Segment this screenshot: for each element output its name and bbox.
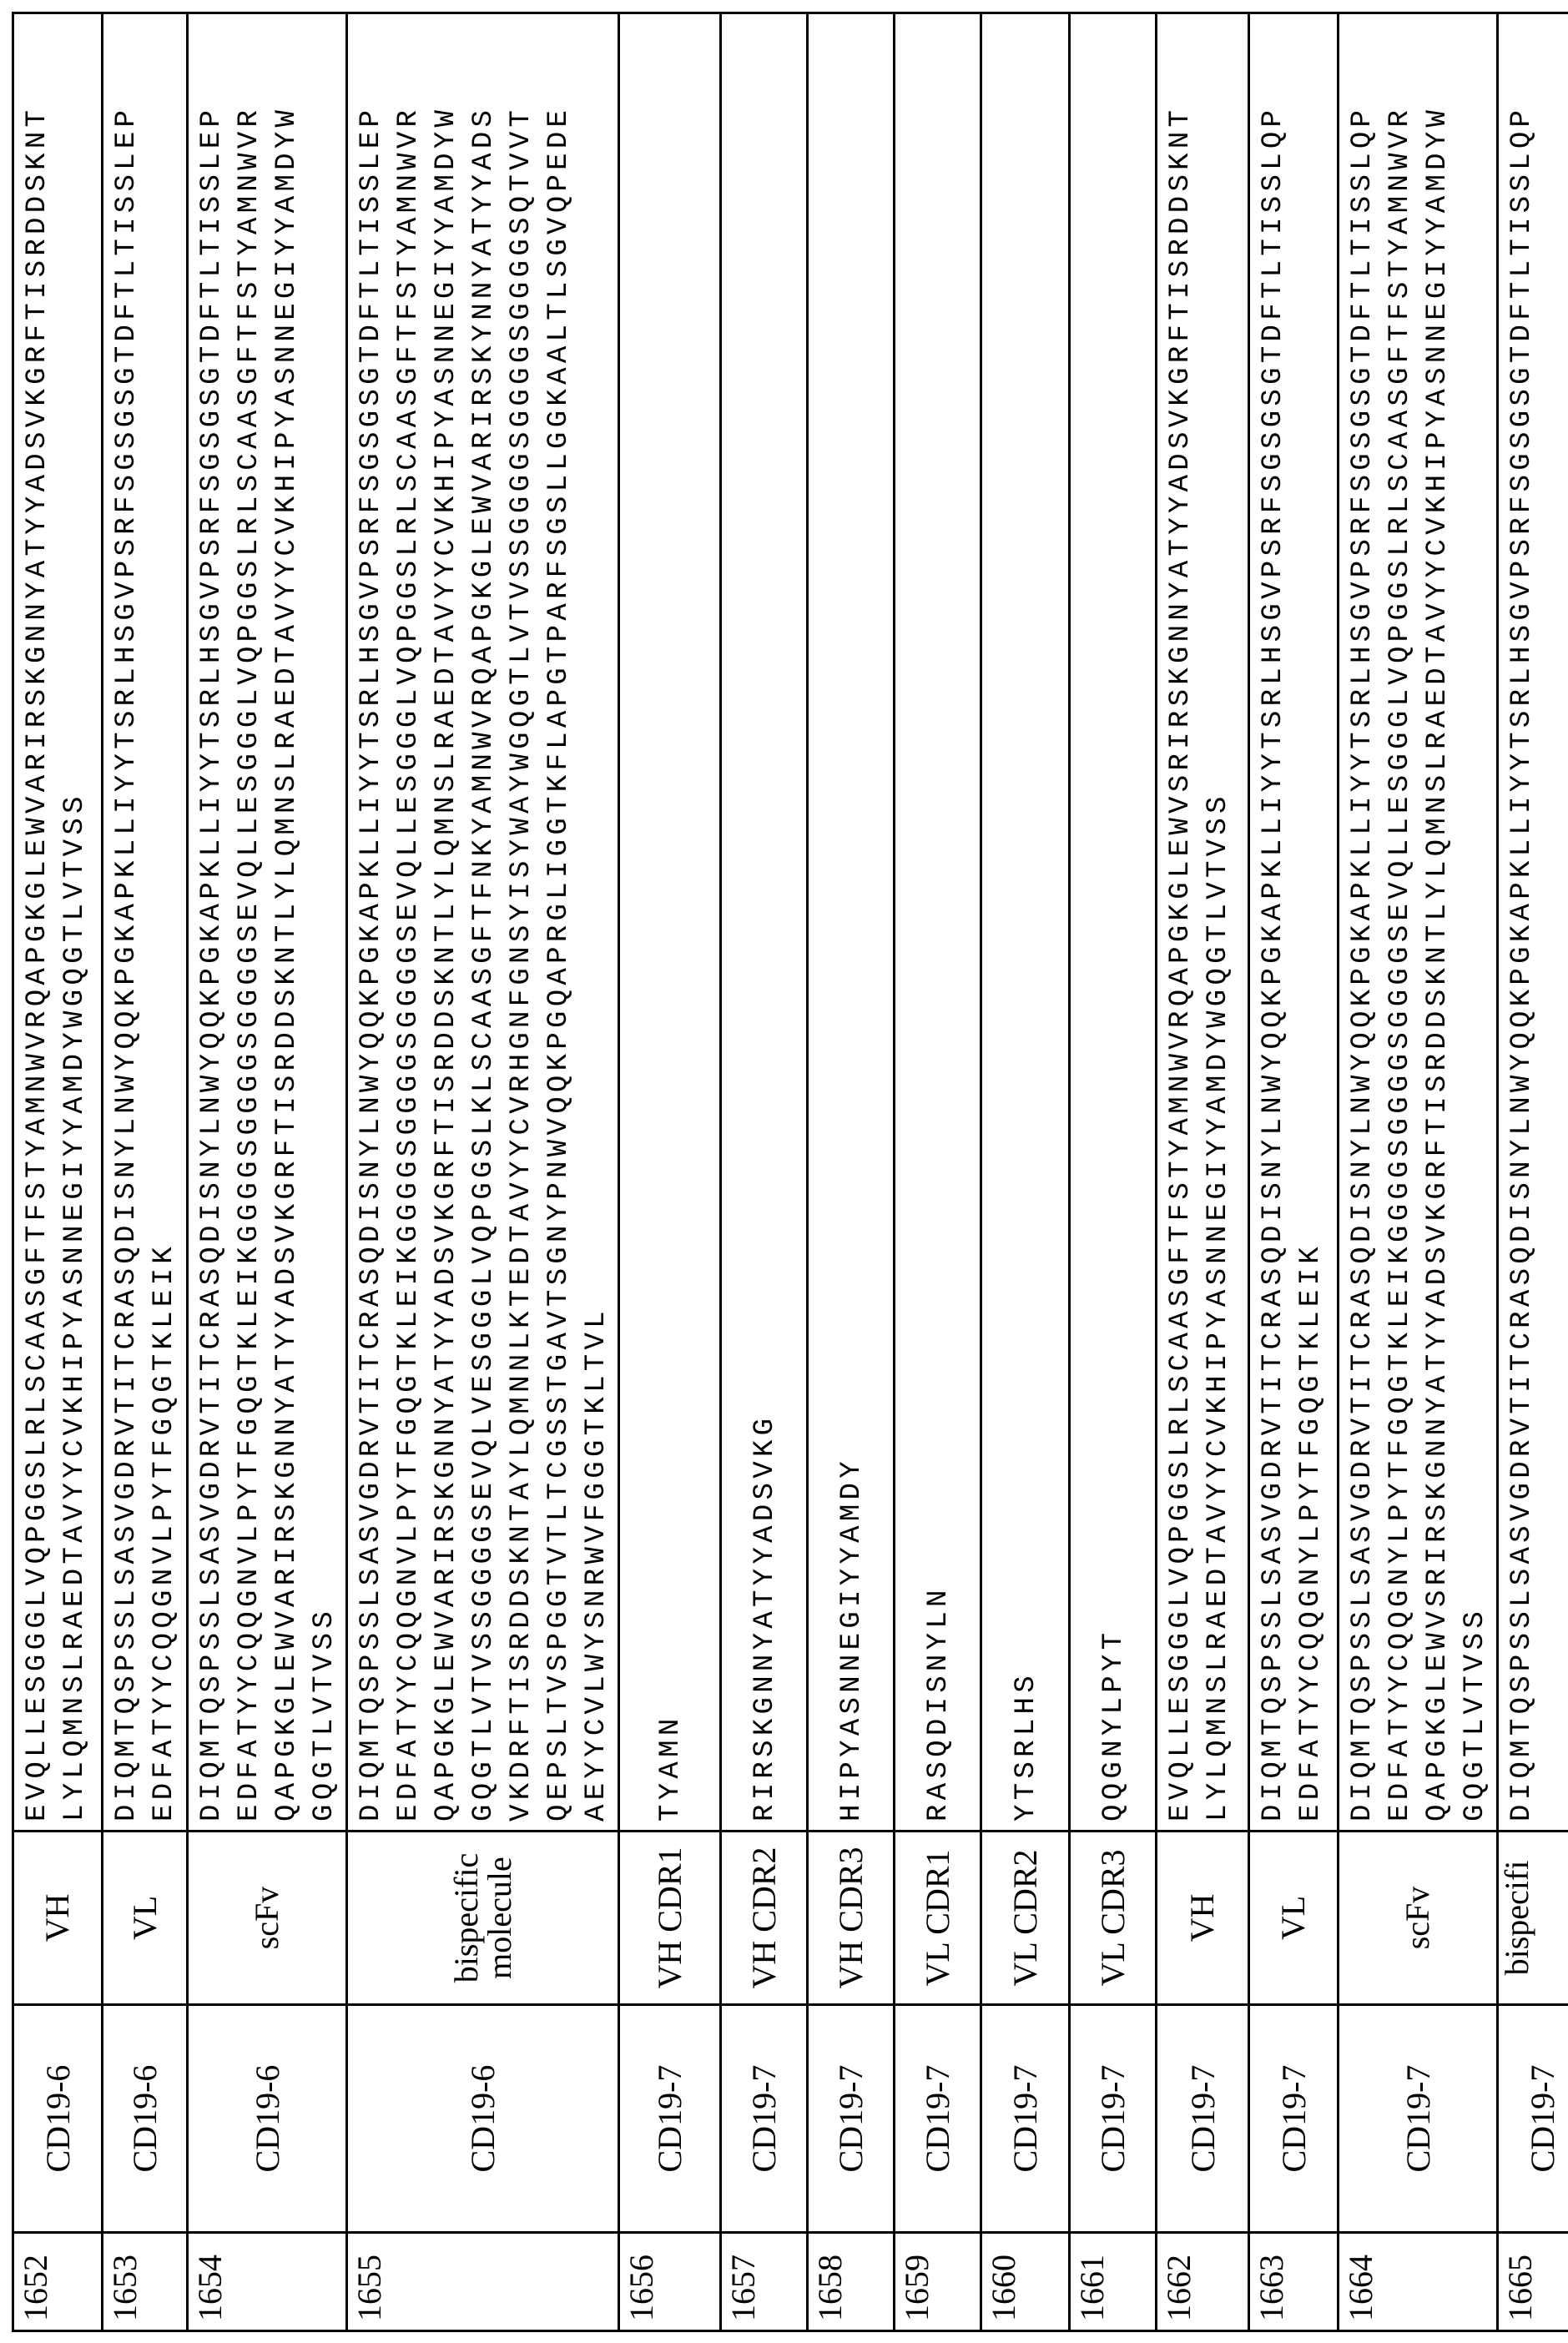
- sequence-line: EDFATYYCQQGNVLPYTFGQGTKLEIK: [146, 23, 184, 1821]
- amino-acid-sequence: [103, 13, 188, 1832]
- table-row: [981, 13, 1070, 2331]
- seq-id-number: 1654: [188, 2233, 347, 2331]
- seq-id-number: 1661: [1070, 2233, 1157, 2331]
- amino-acid-sequence: [347, 13, 619, 1832]
- sequence-line: EDFATYYCQQGNVLPYTFGQGTKLEIKGGGGSGGGGSGGGGSEVQLLESGGGLVQPGGSLRLSCAASGFTFSTYAMNWVR: [231, 23, 269, 1821]
- region-type: VH CDR3: [808, 1832, 895, 2005]
- table-row: [1249, 13, 1339, 2331]
- antibody-name: CD19-7: [619, 2005, 721, 2233]
- table-row: [721, 13, 808, 2331]
- seq-id-number: 1657: [721, 2233, 808, 2331]
- amino-acid-sequence: [1339, 13, 1498, 1832]
- sequence-line: LYLQMNSLRAEDTAVYYCVKHIPYASNNEGIYYAMDYWGQGTLVTVSS: [57, 23, 94, 1821]
- seq-id-number: 1663: [1249, 2233, 1339, 2331]
- region-type: scFv: [1339, 1832, 1498, 2005]
- sequence-line: QAPGKGLEWVSRIRSKGNNYATYYADSVKGRFTISRDDSKNTLYLQMNSLRAEDTAVYYCVKHIPYASNNEGIYYAMDYW: [1419, 23, 1457, 1821]
- antibody-name: CD19-6: [347, 2005, 619, 2233]
- antibody-name: CD19-7: [1070, 2005, 1157, 2233]
- sequence-line: LYLQMNSLRAEDTAVYYCVKHIPYASNNEGIYYAMDYWGQGTLVTVSS: [1200, 23, 1238, 1821]
- seq-id-number: 1655: [347, 2233, 619, 2331]
- antibody-name: CD19-7: [1498, 2005, 1568, 2233]
- region-type: VL: [103, 1832, 188, 2005]
- antibody-name: CD19-7: [721, 2005, 808, 2233]
- sequence-line: DIQMTQSPSSLSASVGDRVTITCRASQDISNYLNWYQQKPGKAPKLLIYYTSRLHSGVPSRFSGSGSGTDFTLTISSLQP: [1344, 23, 1382, 1821]
- sequence-line: YTSRLHS: [1008, 23, 1046, 1821]
- region-type: VL: [1249, 1832, 1339, 2005]
- region-type: VL CDR3: [1070, 1832, 1157, 2005]
- amino-acid-sequence: [808, 13, 895, 1832]
- antibody-name: CD19-7: [1339, 2005, 1498, 2233]
- antibody-name: CD19-7: [981, 2005, 1070, 2233]
- table-row: [808, 13, 895, 2331]
- antibody-name: CD19-6: [13, 2005, 103, 2233]
- sequence-line: DIQMTQSPSSLSASVGDRVTITCRASQDISNYLNWYQQKPGKAPKLLIYYTSRLHSGVPSRFSGSGSGTDFTLTISSLQP: [1504, 23, 1541, 1821]
- sequence-table: [12, 12, 1568, 2332]
- seq-id-number: 1664: [1339, 2233, 1498, 2331]
- antibody-name: CD19-7: [808, 2005, 895, 2233]
- amino-acid-sequence: [1070, 13, 1157, 1832]
- seq-id-number: 1656: [619, 2233, 721, 2331]
- table-row: [1070, 13, 1157, 2331]
- antibody-name: CD19-6: [103, 2005, 188, 2233]
- rotated-sequence-table-container: [12, 12, 1568, 2332]
- sequence-line: VKDRFTISRDDSKNTAYLQMNNLKTEDTAVYYCVRHGNFGNSYISYWAYWGQGTLVTVSSGGGGSGGGGSGGGGSQTVVT: [503, 23, 541, 1821]
- table-row: [1339, 13, 1498, 2331]
- region-type: scFv: [188, 1832, 347, 2005]
- sequence-line: HIPYASNNEGIYYAMDY: [834, 23, 871, 1821]
- amino-acid-sequence: [981, 13, 1070, 1832]
- table-row: [103, 13, 188, 2331]
- sequence-line: EVQLLESGGGLVQPGGSLRLSCAASGFTFSTYAMNWVRQAPGKGLEWVSRIRSKGNNYATYYADSVKGRFTISRDDSKNT: [1162, 23, 1200, 1821]
- sequence-line: RASQDISNYLN: [920, 23, 958, 1821]
- sequence-line: DIQMTQSPSSLSASVGDRVTITCRASQDISNYLNWYQQKPGKAPKLLIYYTSRLHSGVPSRFSGSGSGTDFTLTISSLQP: [1255, 23, 1293, 1821]
- sequence-line: QQGNYLPYT: [1096, 23, 1133, 1821]
- seq-id-number: 1653: [103, 2233, 188, 2331]
- sequence-line: EVQLLESGGGLVQPGGSLRLSCAASGFTFSTYAMNWVRQAPGKGLEWVARIRSKGNNYATYYADSVKGRFTISRDDSKNT: [19, 23, 57, 1821]
- sequence-line: GQGTLVTVSS: [306, 23, 344, 1821]
- amino-acid-sequence: [619, 13, 721, 1832]
- sequence-line: QAPGKGLEWVARIRSKGNNYATYYADSVKGRFTISRDDSKNTLYLQMNSLRAEDTAVYYCVKHIPYASNNEGIYYAMDYW: [269, 23, 306, 1821]
- amino-acid-sequence: [1498, 13, 1568, 1832]
- region-type: bispecific molecule: [347, 1832, 619, 2005]
- sequence-line: DIQMTQSPSSLSASVGDRVTITCRASQDISNYLNWYQQKPGKAPKLLIYYTSRLHSGVPSRFSGSGSGTDFTLTISSLEP: [194, 23, 231, 1821]
- seq-id-number: 1662: [1157, 2233, 1249, 2331]
- table-row: [1498, 13, 1568, 2331]
- amino-acid-sequence: [895, 13, 981, 1832]
- antibody-name: CD19-7: [1157, 2005, 1249, 2233]
- region-type: VH CDR1: [619, 1832, 721, 2005]
- table-row: [1157, 13, 1249, 2331]
- table-row: [188, 13, 347, 2331]
- sequence-line: EDFATYYCQQGNYLPYTFGQGTKLEIK: [1293, 23, 1330, 1821]
- antibody-name: CD19-6: [188, 2005, 347, 2233]
- sequence-line: EDFATYYCQQGNVLPYTFGQGTKLEIKGGGGSGGGGSGGGGSEVQLLESGGGLVQPGGSLRLSCAASGFTFSTYAMNWVR: [391, 23, 428, 1821]
- seq-id-number: 1659: [895, 2233, 981, 2331]
- amino-acid-sequence: [721, 13, 808, 1832]
- seq-id-number: 1665: [1498, 2233, 1568, 2331]
- region-type: VH: [1157, 1832, 1249, 2005]
- seq-id-number: 1658: [808, 2233, 895, 2331]
- table-row: [895, 13, 981, 2331]
- table-row: [347, 13, 619, 2331]
- sequence-line: DIQMTQSPSSLSASVGDRVTITCRASQDISNYLNWYQQKPGKAPKLLIYYTSRLHSGVPSRFSGSGSGTDFTLTISSLEP: [108, 23, 146, 1821]
- seq-id-number: 1652: [13, 2233, 103, 2331]
- amino-acid-sequence: [188, 13, 347, 1832]
- sequence-line: GQGTLVTVSS: [1457, 23, 1495, 1821]
- sequence-line: RIRSKGNNYATYYADSVKG: [747, 23, 784, 1821]
- table-row: [13, 13, 103, 2331]
- table-row: [619, 13, 721, 2331]
- sequence-table-body: [13, 13, 1568, 2331]
- sequence-line: AEYYCVLWYSNRWVFGGGTKLTVL: [578, 23, 616, 1821]
- amino-acid-sequence: [1157, 13, 1249, 1832]
- region-type: VL CDR1: [895, 1832, 981, 2005]
- amino-acid-sequence: [1249, 13, 1339, 1832]
- region-type: VH: [13, 1832, 103, 2005]
- antibody-name: CD19-7: [1249, 2005, 1339, 2233]
- sequence-line: TYAMN: [653, 23, 690, 1821]
- seq-id-number: 1660: [981, 2233, 1070, 2331]
- antibody-name: CD19-7: [895, 2005, 981, 2233]
- sequence-line: DIQMTQSPSSLSASVGDRVTITCRASQDISNYLNWYQQKPGKAPKLLIYYTSRLHSGVPSRFSGSGSGTDFTLTISSLEP: [353, 23, 391, 1821]
- sequence-line: EDFATYYCQQGNYLPYTFGQGTKLEIKGGGGSGGGGSGGGGSEVQLLESGGGLVQPGGSLRLSCAASGFTFSTYAMNWVR: [1382, 23, 1419, 1821]
- sequence-line: QAPGKGLEWVARIRSKGNNYATYYADSVKGRFTISRDDSKNTLYLQMNSLRAEDTAVYYCVKHIPYASNNEGIYYAMDYW: [428, 23, 466, 1821]
- sequence-line: GQGTLVTVSSGGGGSEVQLVESGGGLVQPGGSLKLSCAASGFTFNKYAMNWVRQAPGKGLEWVARIRSKYNNYATYYADS: [466, 23, 503, 1821]
- sequence-line: QEPSLTVSPGGTVTLTCGSSTGAVTSGNYPNWVQQKPGQAPRGLIGGTKFLAPGTPARFSGSLLGGKAALTLSGVQPEDE: [541, 23, 578, 1821]
- region-type: VL CDR2: [981, 1832, 1070, 2005]
- region-type: bispecifi: [1498, 1832, 1568, 2005]
- amino-acid-sequence: [13, 13, 103, 1832]
- region-type: VH CDR2: [721, 1832, 808, 2005]
